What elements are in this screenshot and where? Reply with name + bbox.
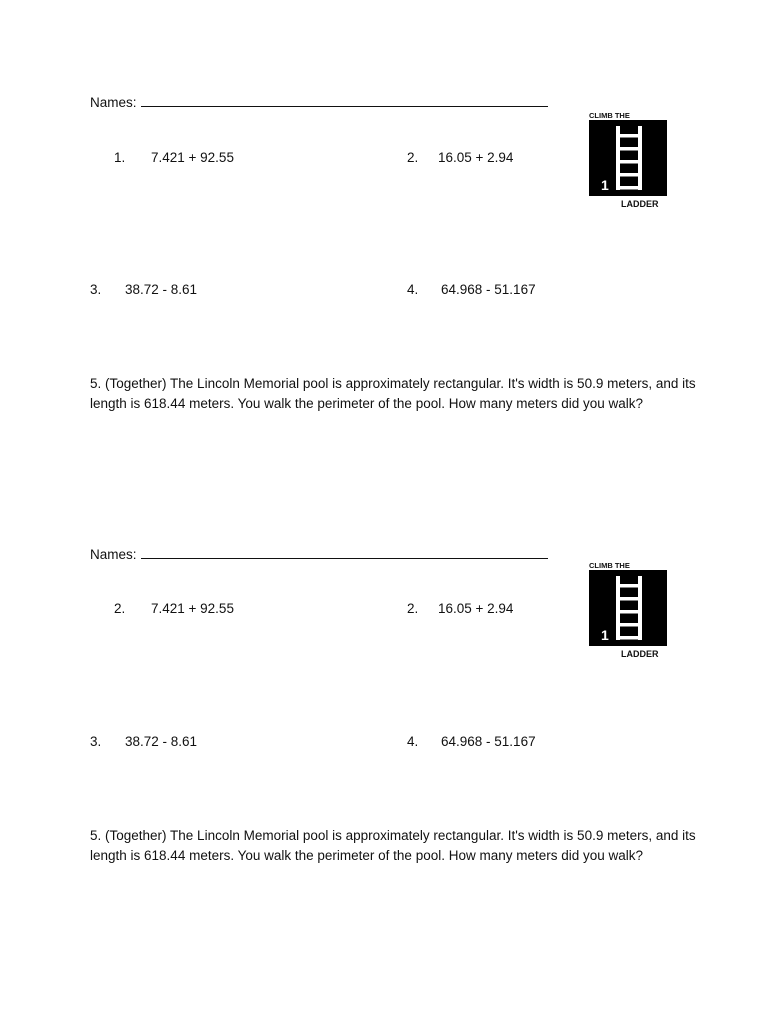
word-problem: 5. (Together) The Lincoln Memorial pool is approximately rectangular. It's width is 50.9 meters, and its length is 618.44 meters. You walk the perimeter of the pool. How many meters did you walk?	[90, 376, 696, 411]
names-blank-line[interactable]	[141, 545, 548, 559]
problem-2	[407, 601, 513, 616]
problem-expression: 38.72 - 8.61	[125, 282, 198, 297]
names-row	[90, 545, 548, 562]
climb-the-ladder-logo	[585, 108, 677, 216]
problem-number: 2.	[407, 601, 419, 616]
logo-top-text: CLIMB THE	[589, 111, 630, 120]
logo-number: 1	[601, 627, 609, 643]
problem-expression: 7.421 + 92.55	[151, 601, 234, 616]
climb-the-ladder-logo	[585, 558, 677, 666]
problem-number: 3.	[90, 734, 102, 749]
names-blank-line[interactable]	[141, 93, 548, 107]
problem-1	[114, 601, 234, 616]
problem-1	[114, 150, 234, 165]
problem-expression: 64.968 - 51.167	[441, 734, 536, 749]
problem-4	[407, 734, 536, 749]
logo-number: 1	[601, 177, 609, 193]
problem-expression: 7.421 + 92.55	[151, 150, 234, 165]
problem-number: 4.	[407, 282, 419, 297]
ladder-icon	[585, 108, 677, 216]
problem-number: 2.	[114, 601, 126, 616]
logo-bottom-text: LADDER	[621, 199, 659, 209]
problem-expression: 64.968 - 51.167	[441, 282, 536, 297]
word-problem: 5. (Together) The Lincoln Memorial pool is approximately rectangular. It's width is 50.9 meters, and its length is 618.44 meters. You walk the perimeter of the pool. How many meters did you walk?	[90, 828, 696, 863]
problem-number: 4.	[407, 734, 419, 749]
logo-bottom-text: LADDER	[621, 649, 659, 659]
problem-number: 2.	[407, 150, 419, 165]
logo-top-text: CLIMB THE	[589, 561, 630, 570]
ladder-icon	[585, 558, 677, 666]
problem-number: 1.	[114, 150, 126, 165]
problem-expression: 16.05 + 2.94	[438, 150, 514, 165]
problem-3	[90, 734, 197, 749]
problem-number: 3.	[90, 282, 102, 297]
names-label: Names:	[90, 547, 137, 562]
names-label: Names:	[90, 95, 137, 110]
problem-expression: 38.72 - 8.61	[125, 734, 198, 749]
problem-2	[407, 150, 513, 165]
problem-4	[407, 282, 536, 297]
problem-expression: 16.05 + 2.94	[438, 601, 514, 616]
names-row	[90, 93, 548, 110]
problem-3	[90, 282, 197, 297]
